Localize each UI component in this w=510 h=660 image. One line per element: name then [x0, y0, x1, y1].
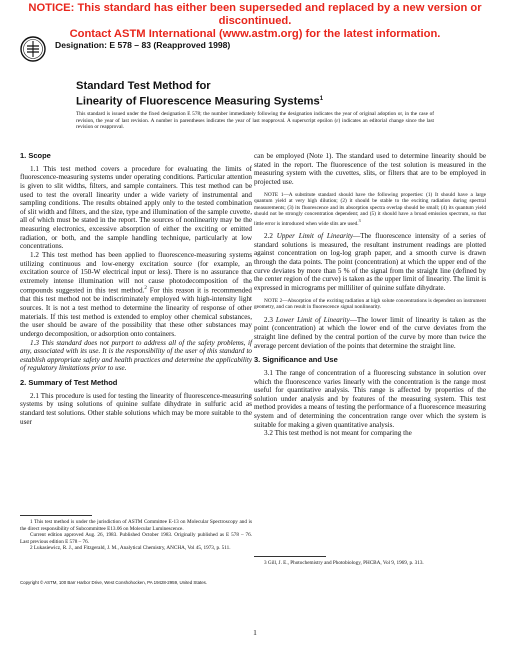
para-1-2-text: 1.2 This test method has been applied to fluorescence-measuring systems utilizing continuous and low-energy excitation source (for example, an excitation source of 150-W electrical input or less). There is no assurance that extremely intense illumination will not cause photodecomposition of the compounds suggested in this test method.	[20, 250, 252, 295]
lower-limit-term: Lower Limit of Linearity	[275, 315, 350, 324]
notice-line-2: Contact ASTM International (www.astm.org) for the latest information.	[69, 28, 441, 40]
title-line-1: Standard Test Method for	[76, 80, 211, 92]
title-footnote-marker: 1	[319, 96, 324, 102]
note-1	[254, 192, 486, 228]
footnote-1: 1 This test method is under the jurisdiction of ASTM Committee E-13 on Molecular Spectroscopy and is the direct responsibility of Subcommittee E13.06 on Molecular Luminescence.	[20, 519, 252, 532]
footnote-rule-left	[20, 515, 92, 516]
para-2-2-text: —The fluorescence intensity of a series of standard solutions is measured, the resultant instrument readings are plotted against concentration on log-log graph paper, and a smooth curve is drawn through the data points. The point (concentration) at which the upper end of the curve deviates by more than 5 % of the signal from the straight line (defined by the center region of the curve) is taken as the upper limit of linearity. The limit is expressed in micrograms per milliliter of quinine sulfate dihydrate.	[254, 232, 486, 292]
para-2-3	[254, 316, 486, 351]
upper-limit-term: Upper Limit of Linearity	[276, 232, 354, 241]
para-2-2	[254, 232, 486, 292]
para-2-3-text: —The lower limit of linearity is taken as the point (concentration) at which the lower end of the curve deviates from the straight line defined by the central portion of the curve by more than twice the average percent deviation of the points that determine the straight line.	[254, 315, 486, 350]
title-line-2	[76, 93, 436, 109]
footnote-2-marker: 2	[144, 286, 147, 292]
para-2-1: 2.1 This procedure is used for testing the linearity of fluorescence-measuring systems by using solutions of quinine sulfate dihydrate in sulfuric acid as standard test solutions. Other stable solutions which may be more suitable to the user	[20, 391, 252, 426]
footnotes-left	[20, 519, 252, 552]
para-2-3-label: 2.3	[264, 315, 276, 324]
footnote-3-marker: 3	[358, 217, 361, 223]
para-1-3: 1.3 This standard does not purport to address all of the safety problems, if any, associated with its use. It is the responsibility of the user of this standard to establish appropriate safety and health practices and determine the applicability of regulatory limitations prior to use.	[20, 338, 252, 373]
para-1-1: 1.1 This test method covers a procedure for evaluating the limits of fluorescence-measuring systems under operating conditions. Particular attention is given to slit widths, filters, and sample containers. This test method can be used to test the overall linearity under a wide variety of instrumental and sampling conditions. The results obtained apply only to the tested combination of slit width and filters, and the size, type and illumination of the sample cuvette, all of which must be stated in the report. The sources of nonlinearity may be the measuring electronics, excessive absorption of either the exciting or emitted radiation, or both, and the sample handling technique, particularly at low concentrations.	[20, 164, 252, 251]
designation: Designation: E 578 – 83 (Reapproved 1998)	[55, 40, 231, 50]
document-title	[76, 80, 436, 109]
title-line-2-text: Linearity of Fluorescence Measuring Systems	[76, 95, 320, 108]
copyright-line: Copyright © ASTM, 100 Barr Harbor Drive, West Conshohocken, PA 19428-2959, United States.	[20, 580, 208, 585]
para-2-1-cont: can be employed (Note 1). The standard used to determine linearity should be stated in the report. The fluorescence of the test solution is measured in the measuring system with the cuvettes, slits, or filters that are to be employed in projected use.	[254, 152, 486, 186]
footnote-rule-right	[254, 556, 326, 557]
footnotes-right	[254, 560, 486, 567]
left-column	[20, 152, 252, 426]
para-3-2: 3.2 This test method is not meant for comparing the	[264, 429, 412, 438]
section-3-heading: 3. Significance and Use	[254, 355, 338, 365]
para-1-2-cont: For this reason it is recommended that this test method not be indiscriminately employed with high-intensity light sources. It is not a test method to determine the linearity of response of other materials. If this test method is extended to employ other chemical substances, the user should be aware of the possibility that these other substances may undergo decomposition, or adsorption onto containers.	[20, 286, 252, 338]
supersede-notice	[0, 2, 510, 41]
note-2: NOTE 2—Absorption of the exciting radiation at high solute concentrations is dependent on instrument geometry, and can result in fluorescence signal nonlinearity.	[254, 297, 486, 311]
astm-logo-icon	[20, 36, 46, 62]
section-1-heading: 1. Scope	[20, 151, 51, 160]
para-2-2-label: 2.2	[264, 232, 277, 241]
page-number: 1	[253, 628, 257, 637]
footnote-2: 2 Lukasiewicz, R. J., and Fitzgerald, J. M., Analytical Chemistry, ANCHA, Vol 45, 1973, p. 511.	[30, 545, 231, 551]
notice-line-1: NOTICE: This standard has either been superseded and replaced by a new version or discontinued.	[28, 2, 482, 27]
note-1-text: NOTE 1—A substitute standard should have the following properties: (1) It should have a large quantum yield at very high dilution; (2) it should be stable to the exciting radiation during spectral measurements; (3) its fluorescence and its absorption spectra overlap should be small; (4) its quantum yield should not be strongly concentration dependent; and (5) it should have a broad emission spectrum, so that little error is introduced when wide slits are used.	[254, 191, 486, 227]
footnote-1-edition: Current edition approved Aug. 26, 1983. Published October 1983. Originally published as E 578 – 76. Last previous edition E 578 – 76.	[20, 532, 252, 545]
right-column	[254, 152, 486, 438]
para-1-2	[20, 251, 252, 339]
footnote-3: 3 Gill, J. E., Photochemistry and Photobiology, PHCBA, Vol 9, 1969, p. 313.	[264, 560, 424, 566]
para-3-1: 3.1 The range of concentration of a fluorescing substance in solution over which the fluorescence varies linearly with the concentration is the range most useful for quantitative analysis. This range is affected by properties of the solution under analysis and by features of the measuring system. This test method provides a means of testing the performance of a fluorescence measuring system and of determining the concentration range over which the system is suitable for making a given quantitative analysis.	[254, 368, 486, 429]
fixed-designation-statement: This standard is issued under the fixed designation E 578; the number immediately following the designation indicates the year of original adoption or, in the case of revision, the year of last revision. A number in parentheses indicates the year of last reapproval. A superscript epsilon (ε) indicates an editorial change since the last revision or reapproval.	[76, 111, 434, 131]
section-2-heading: 2. Summary of Test Method	[20, 378, 118, 387]
